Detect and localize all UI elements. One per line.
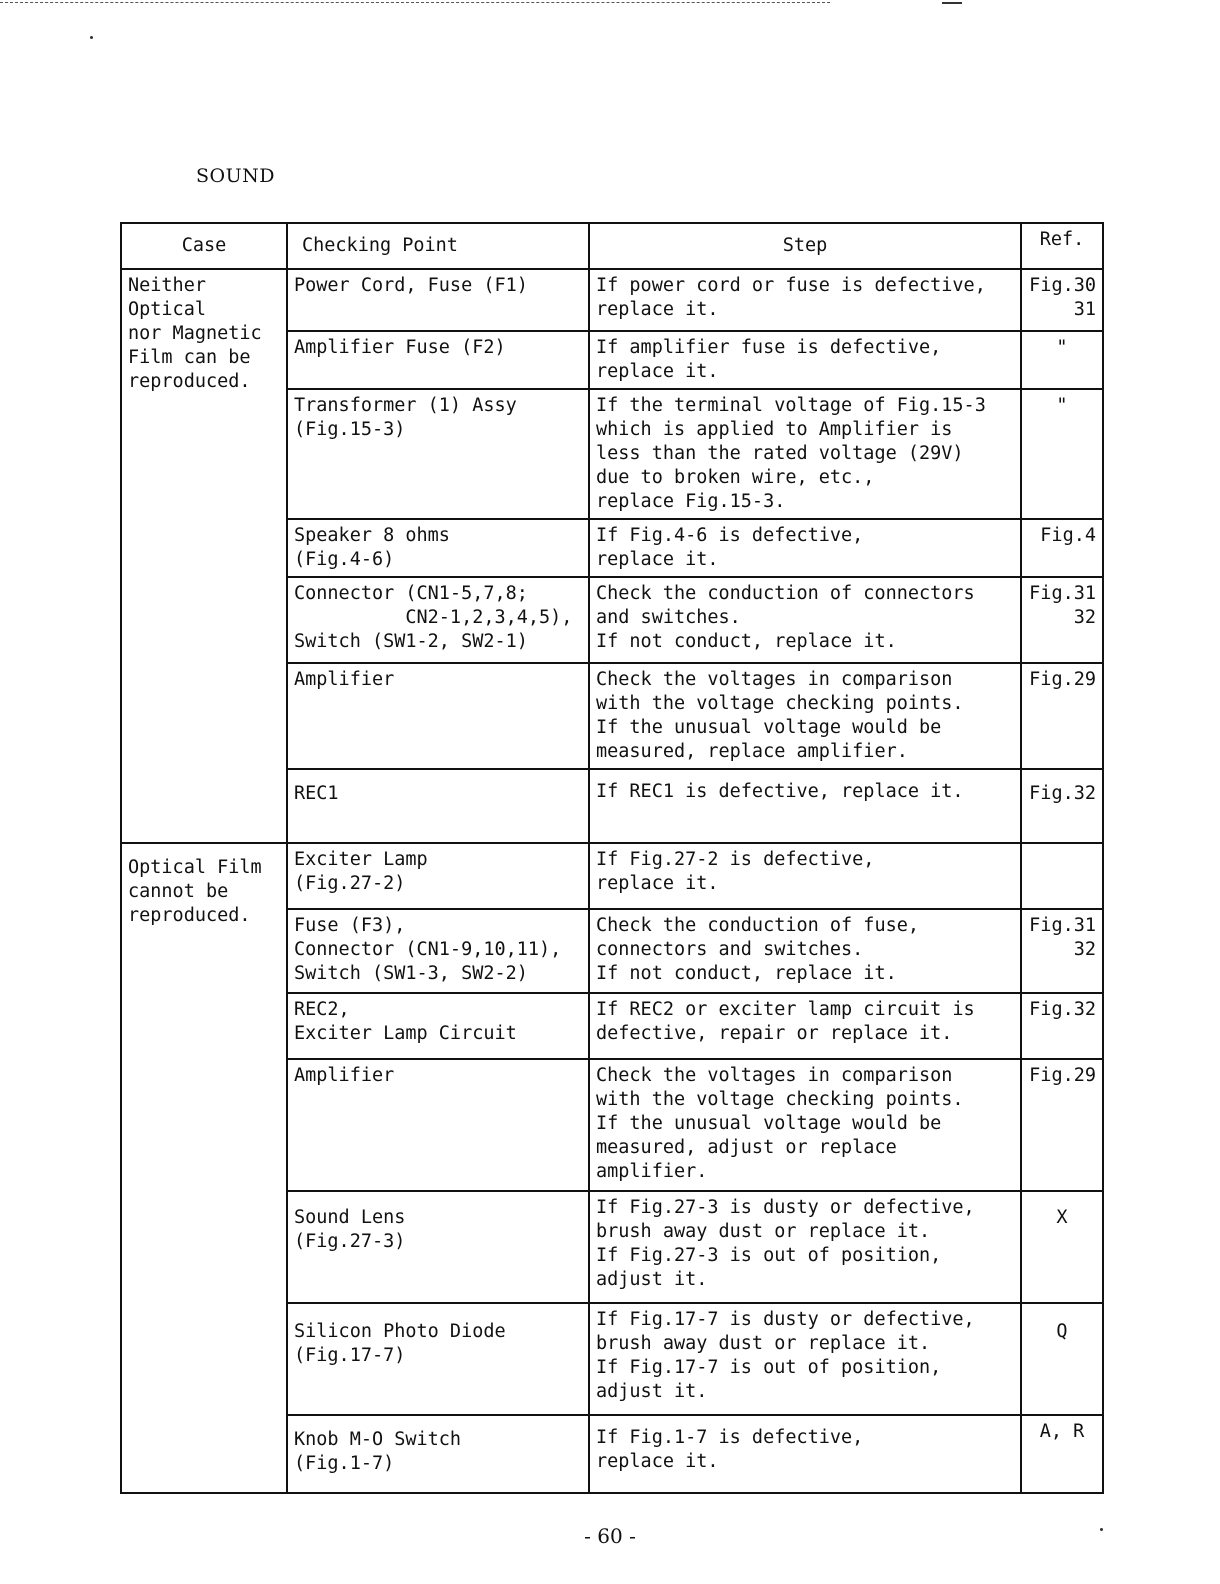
checking-point-cell: REC2, Exciter Lamp Circuit — [287, 993, 589, 1059]
step-cell: Check the voltages in comparison with the voltage checking points. If the unusual voltage would be measured, replace amplifier. — [589, 663, 1021, 769]
ref-cell: X — [1021, 1191, 1103, 1303]
checking-point-cell: Speaker 8 ohms (Fig.4-6) — [287, 519, 589, 577]
checking-point-cell: REC1 — [287, 769, 589, 843]
ref-cell: Fig.4 — [1021, 519, 1103, 577]
ref-cell — [1021, 843, 1103, 909]
checking-point-cell: Amplifier — [287, 663, 589, 769]
section-title: SOUND — [196, 165, 275, 187]
checking-point-cell: Power Cord, Fuse (F1) — [287, 269, 589, 331]
checking-point-cell: Exciter Lamp (Fig.27-2) — [287, 843, 589, 909]
checking-point-cell: Fuse (F3), Connector (CN1-9,10,11), Switch (SW1-3, SW2-2) — [287, 909, 589, 993]
troubleshooting-table — [120, 222, 1104, 1494]
step-cell: If Fig.27-3 is dusty or defective, brush away dust or replace it. If Fig.27-3 is out of position, adjust it. — [589, 1191, 1021, 1303]
checking-point-cell: Sound Lens (Fig.27-3) — [287, 1191, 589, 1303]
header-step: Step — [589, 223, 1021, 269]
checking-point-cell: Amplifier Fuse (F2) — [287, 331, 589, 389]
checking-point-cell: Connector (CN1-5,7,8; CN2-1,2,3,4,5), Switch (SW1-2, SW2-1) — [287, 577, 589, 663]
header-checking-point: Checking Point — [287, 223, 589, 269]
step-cell: If amplifier fuse is defective, replace it. — [589, 331, 1021, 389]
step-cell: If the terminal voltage of Fig.15-3 which is applied to Amplifier is less than the rated voltage (29V) due to broken wire, etc., replace Fig.15-3. — [589, 389, 1021, 519]
ref-cell: Fig.29 — [1021, 663, 1103, 769]
table-row — [121, 269, 1103, 331]
ref-cell: Fig.31 32 — [1021, 577, 1103, 663]
case-cell-optical-film-not-reproduced: Optical Film cannot be reproduced. — [121, 843, 287, 1493]
table-row — [121, 843, 1103, 909]
scan-speck — [90, 36, 93, 39]
step-cell: If REC2 or exciter lamp circuit is defective, repair or replace it. — [589, 993, 1021, 1059]
scan-artifact-top-mark — [942, 2, 962, 4]
step-cell: If power cord or fuse is defective, replace it. — [589, 269, 1021, 331]
case-cell-neither-optical-nor-magnetic: Neither Optical nor Magnetic Film can be reproduced. — [121, 269, 287, 843]
step-cell: Check the conduction of connectors and switches. If not conduct, replace it. — [589, 577, 1021, 663]
step-cell: If Fig.17-7 is dusty or defective, brush away dust or replace it. If Fig.17-7 is out of position, adjust it. — [589, 1303, 1021, 1415]
checking-point-cell: Knob M-O Switch (Fig.1-7) — [287, 1415, 589, 1493]
page-number: - 60 - — [584, 1524, 636, 1548]
checking-point-cell: Transformer (1) Assy (Fig.15-3) — [287, 389, 589, 519]
checking-point-cell: Silicon Photo Diode (Fig.17-7) — [287, 1303, 589, 1415]
ref-cell: Fig.32 — [1021, 769, 1103, 843]
ref-cell: Fig.32 — [1021, 993, 1103, 1059]
ref-cell: Q — [1021, 1303, 1103, 1415]
step-cell: Check the conduction of fuse, connectors and switches. If not conduct, replace it. — [589, 909, 1021, 993]
step-cell: If REC1 is defective, replace it. — [589, 769, 1021, 843]
step-cell: If Fig.1-7 is defective, replace it. — [589, 1415, 1021, 1493]
ref-cell: A, R — [1021, 1415, 1103, 1493]
ref-cell: " — [1021, 331, 1103, 389]
table-header-row — [121, 223, 1103, 269]
step-cell: If Fig.27-2 is defective, replace it. — [589, 843, 1021, 909]
ref-cell: Fig.30 31 — [1021, 269, 1103, 331]
step-cell: If Fig.4-6 is defective, replace it. — [589, 519, 1021, 577]
ref-cell: Fig.29 — [1021, 1059, 1103, 1191]
step-cell: Check the voltages in comparison with the voltage checking points. If the unusual voltage would be measured, adjust or replace amplifier. — [589, 1059, 1021, 1191]
header-case: Case — [121, 223, 287, 269]
ref-cell: Fig.31 32 — [1021, 909, 1103, 993]
header-ref: Ref. — [1021, 223, 1103, 269]
ref-cell: " — [1021, 389, 1103, 519]
checking-point-cell: Amplifier — [287, 1059, 589, 1191]
scan-artifact-top-line — [0, 2, 830, 4]
